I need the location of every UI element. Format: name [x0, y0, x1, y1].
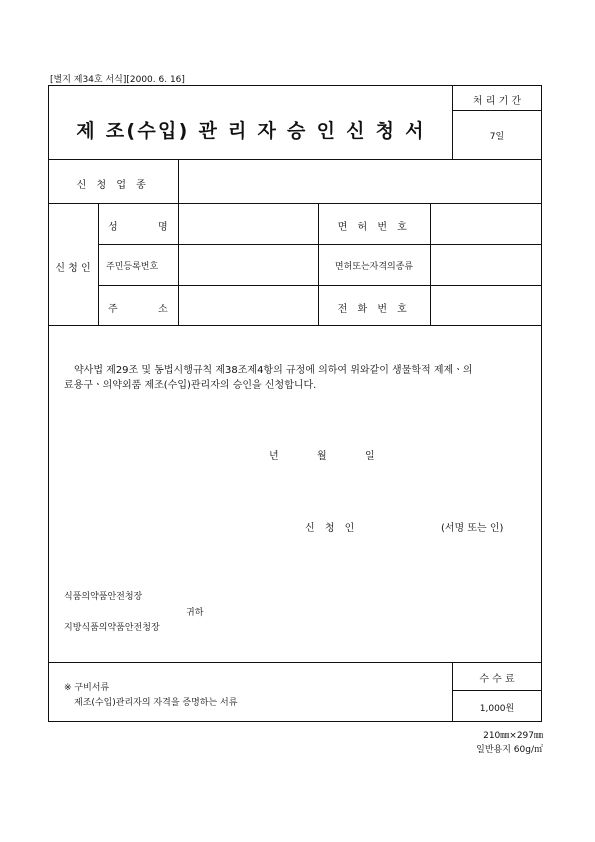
business-type-label: 신 청 업 종: [76, 180, 150, 191]
signature-note: (서명 또는 인): [441, 523, 504, 534]
date-day-label: 일: [365, 451, 375, 462]
date-year-label: 년: [269, 451, 279, 462]
license-number-label: 면 허 번 호: [337, 222, 411, 233]
divider: [48, 203, 542, 204]
recipient-regional: 지방식품의약품안전청장: [64, 623, 160, 633]
name-label-part2: 명: [158, 222, 168, 233]
divider: [430, 203, 431, 325]
divider: [48, 325, 542, 326]
recipient-suffix: 귀하: [186, 608, 204, 618]
statement-line-1: 약사법 제29조 및 동법시행규칙 제38조제4항의 규정에 의하여 위와같이 생물학적 제제ㆍ의: [74, 365, 473, 376]
applicant-section-label: 신 청 인: [55, 263, 91, 274]
divider: [98, 203, 99, 325]
form-reference: [별지 제34호 서식][2000. 6. 16]: [50, 75, 185, 85]
required-docs-title: ※ 구비서류: [64, 683, 110, 693]
divider: [452, 110, 542, 111]
name-label-part1: 성: [108, 222, 118, 233]
processing-period-label: 처 리 기 간: [472, 96, 522, 107]
license-type-label: 면허또는자격의종류: [334, 262, 414, 272]
fee-label: 수 수 료: [479, 674, 515, 685]
required-docs-item: 제조(수입)관리자의 자격을 증명하는 서류: [74, 698, 238, 708]
processing-period-value: 7일: [489, 132, 505, 142]
address-label-part1: 주: [108, 304, 118, 315]
page-title: 제 조(수입) 관 리 자 승 인 신 청 서: [76, 120, 426, 142]
paper-size: 210㎜×297㎜: [483, 731, 543, 741]
divider: [452, 690, 542, 691]
paper-type: 일반용지 60g/㎡: [476, 745, 543, 755]
phone-number-label: 전 화 번 호: [337, 304, 411, 315]
divider: [98, 244, 542, 245]
divider: [178, 203, 179, 325]
statement-line-2: 료용구ㆍ의약외품 제조(수입)관리자의 승인을 신청합니다.: [64, 380, 317, 391]
signer-label: 신 청 인: [305, 523, 358, 534]
divider: [48, 159, 542, 160]
fee-value: 1,000원: [479, 704, 515, 714]
date-month-label: 월: [317, 451, 327, 462]
address-label-part2: 소: [158, 304, 168, 315]
divider: [48, 662, 542, 663]
resident-number-label: 주민등록번호: [106, 262, 159, 272]
recipient-main: 식품의약품안전청장: [64, 592, 143, 602]
divider: [178, 159, 179, 203]
divider: [98, 285, 542, 286]
